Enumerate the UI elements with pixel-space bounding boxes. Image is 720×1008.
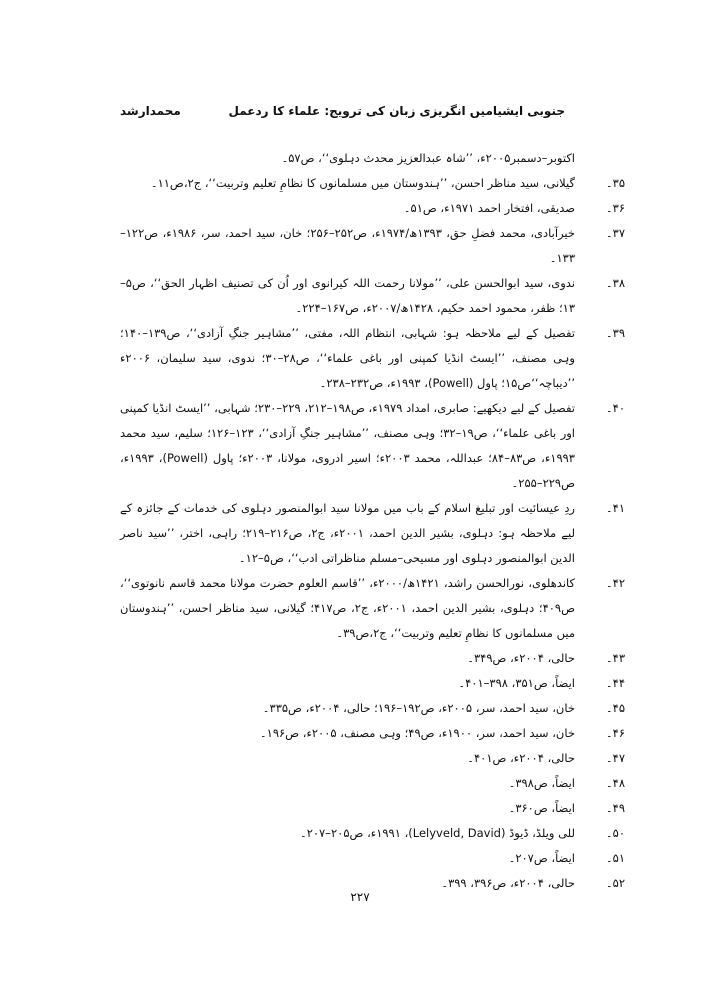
- endnote: [120, 796, 625, 821]
- endnote-number: ۵۲۔: [605, 876, 625, 890]
- endnote-number: ۵۱۔: [605, 851, 625, 865]
- endnote-text: ایضاً، ص۲۰۷۔: [508, 851, 575, 865]
- endnote: [120, 171, 625, 196]
- header-title: جنوبی ایشیامیں انگریزی زبان کی ترویج: علماء کا ردعمل: [228, 104, 565, 118]
- endnote-text: حالی، ۲۰۰۴ء، ص۴۰۱۔: [467, 751, 575, 765]
- endnote: [120, 571, 625, 646]
- endnote-number: ۴۲۔: [605, 576, 625, 590]
- endnote-number: ۵۰۔: [605, 826, 625, 840]
- endnote: [120, 271, 625, 321]
- endnote: [120, 846, 625, 871]
- endnote-text: ایضاً، ص۳۹۸۔: [508, 776, 575, 790]
- endnote-text: خان، سید احمد، سر، ۲۰۰۵ء، ص۱۹۲–۱۹۶؛ حالی، ۲۰۰۴ء، ص۳۳۵۔: [262, 701, 575, 715]
- endnote-number: ۳۷۔: [605, 226, 625, 240]
- endnote-text: تفصیل کے لیے ملاحظہ ہو: شہابی، انتظام اللہ، مفتی، ’’مشاہیر جنگِ آزادی‘‘، ص۱۳۹–۱۴۰؛ وہی مصنف، ’’ایسٹ انڈیا کمپنی اور باغی علماء‘‘، ص۲۸–۳۰؛ ندوی، سید سلیمان، ۲۰۰۶ء ’’دیباچہ‘‘ص۱۵؛ پاول (Powell)، ۱۹۹۳ء، ص۲۳۲–۲۳۸۔: [120, 326, 575, 390]
- endnote-text: حالی، ۲۰۰۴ء، ص۳۴۹۔: [467, 651, 575, 665]
- endnote-number: ۴۰۔: [605, 401, 625, 415]
- endnote-text: خیرآبادی، محمد فضلِ حق، ۱۳۹۳ھ/۱۹۷۴ء، ص۲۵۲–۲۵۶؛ خان، سید احمد، سر، ۱۹۸۶ء، ص۱۲۲–۱۳۳۔: [120, 226, 575, 265]
- endnotes-list: [120, 146, 625, 896]
- endnote-number: ۳۵۔: [605, 176, 625, 190]
- endnote: [120, 196, 625, 221]
- endnote: [120, 321, 625, 396]
- endnote: [120, 646, 625, 671]
- endnote-text: للی ویلڈ، ڈیوڈ (Lelyveld, David)، ۱۹۹۱ء، ص۲۰۵–۲۰۷۔: [299, 826, 575, 840]
- endnote: [120, 746, 625, 771]
- endnote-text: ایضاً، ص۳۵۱، ۳۹۸–۴۰۱۔: [458, 676, 575, 690]
- endnote-text: اکتوبر–دسمبر۲۰۰۵ء، ’’شاہ عبدالعزیز محدث دہلوی‘‘، ص۵۷۔: [281, 151, 575, 165]
- endnote-number: ۴۷۔: [605, 751, 625, 765]
- endnote-number: ۳۹۔: [605, 326, 625, 340]
- endnote-number: ۴۴۔: [605, 676, 625, 690]
- page-number: ۲۲۷: [350, 890, 370, 904]
- endnote-text: خان، سید احمد، سر، ۱۹۰۰ء، ص۴۹؛ وہی مصنف، ۲۰۰۵ء، ص۱۹۶۔: [259, 726, 575, 740]
- endnote-text: گیلانی، سید مناظر احسن، ’’ہندوستان میں مسلمانوں کا نظامِ تعلیم وتربیت‘‘، ج۲،ص۱۱۔: [150, 176, 575, 190]
- running-header: [0, 104, 720, 124]
- endnote: [120, 771, 625, 796]
- endnote: [120, 671, 625, 696]
- endnote-text: ندوی، سید ابوالحسن علی، ’’مولانا رحمت اللہ کیرانوی اور اُن کی تصنیف اظہار الحق‘‘، ص۵–۱۳؛ ظفر، محمود احمد حکیم، ۱۴۲۸ھ/۲۰۰۷ء، ص۱۶۷–۲۲۴۔: [120, 276, 575, 315]
- endnote-number: ۳۸۔: [605, 276, 625, 290]
- endnote-number: ۴۱۔: [605, 501, 625, 515]
- endnote-number: ۴۶۔: [605, 726, 625, 740]
- header-author: محمدارشد: [120, 104, 181, 118]
- endnote: [120, 221, 625, 271]
- endnote-continuation: [120, 146, 575, 171]
- endnote-number: ۳۶۔: [605, 201, 625, 215]
- endnote-number: ۴۵۔: [605, 701, 625, 715]
- endnote-text: کاندھلوی، نورالحسن راشد، ۱۴۲۱ھ/۲۰۰۰ء، ’’قاسم العلوم حضرت مولانا محمد قاسم نانوتوی‘‘، ص۴۰۹؛ دہلوی، بشیر الدین احمد، ۲۰۰۱ء، ج۲، ص۴۱۷؛ گیلانی، سید مناظر احسن، ’’ہندوستان میں مسلمانوں کا نظامِ تعلیم وتربیت‘‘، ج۲،ص۳۹۔: [120, 576, 575, 640]
- endnote: [120, 696, 625, 721]
- endnote: [120, 496, 625, 571]
- endnote: [120, 396, 625, 496]
- endnote-text: ردِ عیسائیت اور تبلیغ اسلام کے باب میں مولانا سید ابوالمنصور دہلوی کی خدمات کے جائزہ کے لیے ملاحظہ ہو: دہلوی، بشیر الدین احمد، ۲۰۰۱ء، ج۲، ص۲۱۶–۲۱۹؛ راہی، اختر، ’’سید ناصر الدین ابوالمنصور دہلوی اور مسیحی–مسلم مناظراتی ادب‘‘، ص۵–۱۲۔: [120, 501, 575, 565]
- endnote: [120, 721, 625, 746]
- endnote-text: تفصیل کے لیے دیکھیے: صابری، امداد ۱۹۷۹ء، ص۱۹۸–۲۱۲، ۲۲۹–۲۳۰؛ شہابی، ’’ایسٹ انڈیا کمپنی اور باغی علماء‘‘، ص۱۹–۳۲؛ وہی مصنف، ’’مشاہیر جنگِ آزادی‘‘، ۱۲۳–۱۲۶؛ سلیم، سید محمد ۱۹۹۳ء، ص۸۳–۸۴؛ عبداللہ، محمد ۲۰۰۳ء؛ اسیر ادروی، مولانا، ۲۰۰۳ء؛ پاول (Powell)، ۱۹۹۳ء، ص۲۲۹–۲۵۵۔: [120, 401, 576, 490]
- endnote-text: صدیقی، افتخار احمد ۱۹۷۱ء، ص۵۱۔: [403, 201, 575, 215]
- endnote-text: حالی، ۲۰۰۴ء، ص۳۹۶، ۳۹۹۔: [441, 876, 575, 890]
- endnote-text: ایضاً، ص۳۶۰۔: [508, 801, 575, 815]
- endnote: [120, 821, 625, 846]
- endnote-number: ۴۳۔: [605, 651, 625, 665]
- endnote-number: ۴۹۔: [605, 801, 625, 815]
- endnote-number: ۴۸۔: [605, 776, 625, 790]
